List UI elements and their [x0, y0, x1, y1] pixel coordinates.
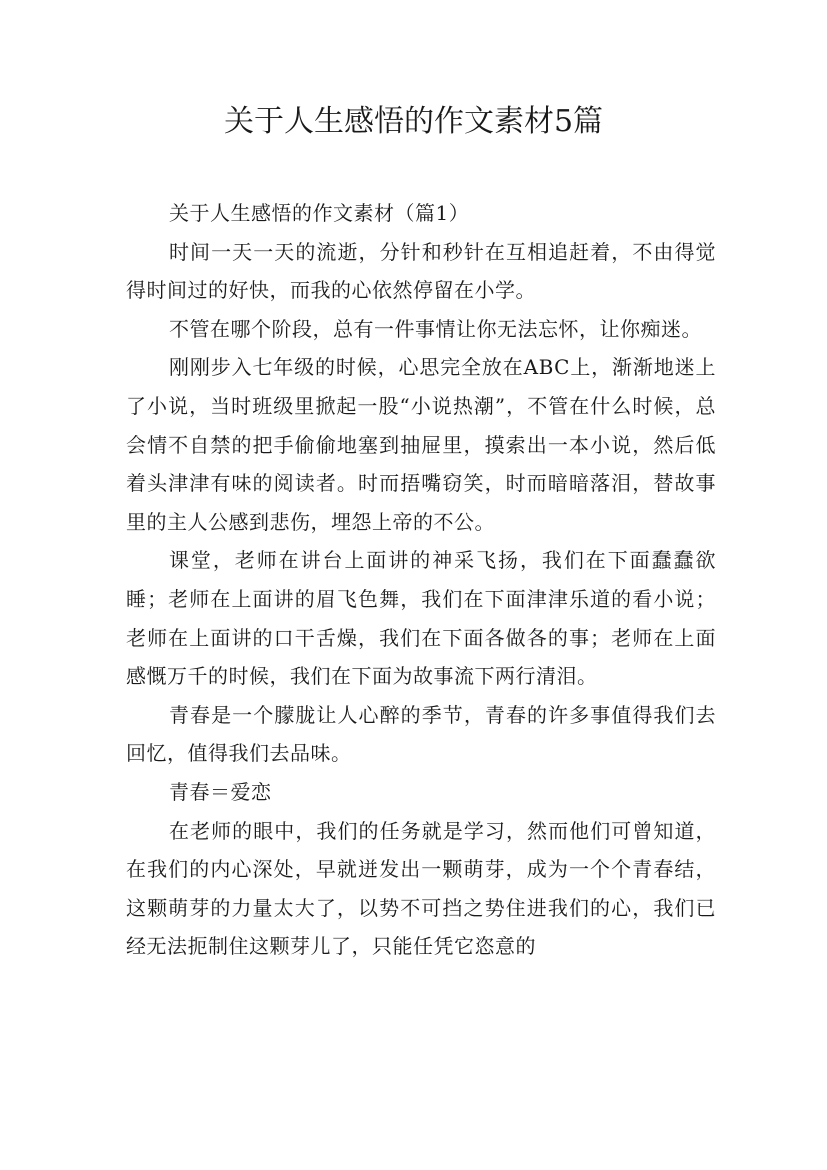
paragraph: 时间一天一天的流逝，分针和秒针在互相追赶着，不由得觉得时间过的好快，而我的心依然停留在小学。 [126, 239, 716, 303]
paragraph: 不管在哪个阶段，总有一件事情让你无法忘怀，让你痴迷。 [169, 316, 702, 341]
document-title: 关于人生感悟的作文素材5篇 [223, 104, 604, 139]
section-heading: 关于人生感悟的作文素材（篇1） [169, 201, 470, 225]
document-body [126, 194, 716, 966]
paragraph-subheading: 青春＝爱恋 [169, 779, 272, 804]
paragraph: 刚刚步入七年级的时候，心思完全放在ABC上，渐渐地迷上了小说，当时班级里掀起一股“小说热潮”，不管在什么时候，总会情不自禁的把手偷偷地塞到抽屉里，摸索出一本小说，然后低着头津津有味的阅读者。时而捂嘴窃笑，时而暗暗落泪，替故事里的主人公感到悲伤，埋怨上帝的不公。 [126, 355, 716, 534]
paragraph: 课堂，老师在讲台上面讲的神采飞扬，我们在下面蠢蠢欲睡；老师在上面讲的眉飞色舞，我们在下面津津乐道的看小说；老师在上面讲的口干舌燥，我们在下面各做各的事；老师在上面感慨万千的时候，我们在下面为故事流下两行清泪。 [126, 548, 716, 689]
paragraph: 在老师的眼中，我们的任务就是学习，然而他们可曾知道，在我们的内心深处，早就迸发出一颗萌芽，成为一个个青春结，这颗萌芽的力量太大了，以势不可挡之势住进我们的心，我们已经无法扼制住这颗芽儿了，只能任凭它恣意的 [126, 818, 716, 959]
paragraph: 青春是一个朦胧让人心醉的季节，青春的许多事值得我们去回忆，值得我们去品味。 [126, 702, 716, 766]
